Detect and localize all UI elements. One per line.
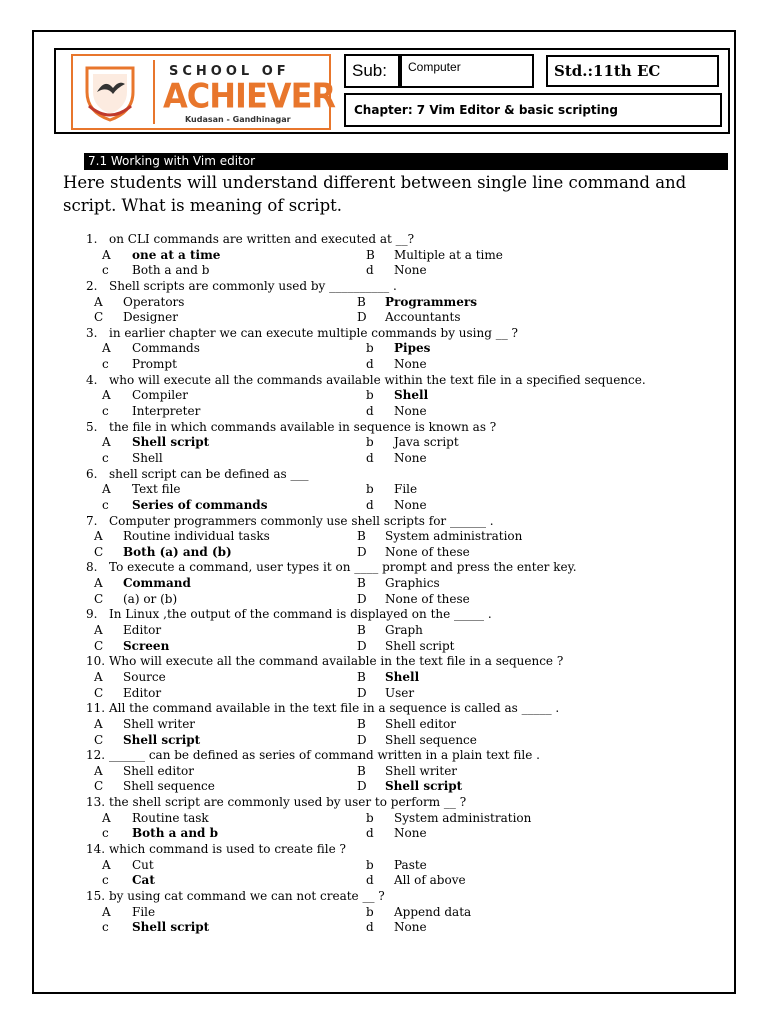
question-number: 5.	[86, 419, 98, 434]
option-text: Editor	[123, 685, 162, 700]
option-row	[0, 920, 768, 936]
option-text: None	[394, 826, 427, 841]
question-row	[0, 420, 768, 436]
option-letter: C	[94, 310, 104, 325]
correct-answer: Shell	[385, 669, 420, 684]
option-text: Editor	[123, 623, 162, 638]
option-letter: D	[357, 310, 367, 325]
question-list	[0, 232, 768, 936]
question-row	[0, 326, 768, 342]
question-row	[0, 889, 768, 905]
question-number: 2.	[86, 278, 98, 293]
option-row	[0, 451, 768, 467]
question-text: Who will execute all the command available in the text file in a sequence ?	[109, 654, 564, 669]
school-emblem-icon	[79, 62, 141, 122]
option-letter: d	[366, 450, 374, 465]
question-text: who will execute all the commands available within the text file in a specified sequence.	[109, 372, 646, 387]
option-text: Append data	[394, 904, 472, 919]
option-text: Multiple at a time	[394, 247, 503, 262]
option-text: System administration	[385, 529, 523, 544]
correct-answer: Programmers	[385, 294, 477, 309]
option-row	[0, 686, 768, 702]
option-text: Paste	[394, 857, 427, 872]
question-number: 11.	[86, 701, 106, 716]
standard-box: Std.:11th EC	[546, 55, 719, 87]
option-text: Shell script	[385, 638, 455, 653]
option-row	[0, 498, 768, 514]
option-letter: B	[357, 294, 366, 309]
option-letter: C	[94, 638, 104, 653]
option-letter: D	[357, 591, 367, 606]
option-letter: A	[102, 388, 111, 403]
question-text: the file in which commands available in sequence is known as ?	[109, 419, 497, 434]
option-text: Shell sequence	[385, 732, 477, 747]
question-text: in earlier chapter we can execute multiple commands by using __ ?	[109, 325, 518, 340]
option-letter: C	[94, 685, 104, 700]
logo-school-text: SCHOOL OF	[169, 64, 290, 79]
question-text: Computer programmers commonly use shell scripts for ______ .	[109, 513, 494, 528]
question-text: on CLI commands are written and executed at __?	[109, 232, 415, 246]
option-row	[0, 811, 768, 827]
option-text: Cut	[132, 857, 154, 872]
option-letter: B	[357, 669, 366, 684]
option-letter: A	[94, 576, 103, 591]
question-text: which command is used to create file ?	[109, 841, 346, 856]
correct-answer: Shell	[394, 388, 429, 403]
option-letter: A	[102, 247, 111, 262]
question-text: ______ can be defined as series of command written in a plain text file .	[109, 748, 540, 763]
question-row	[0, 701, 768, 717]
option-letter: A	[94, 669, 103, 684]
option-text: Interpreter	[132, 404, 201, 419]
option-text: None of these	[385, 544, 470, 559]
option-letter: b	[366, 341, 374, 356]
question-row	[0, 654, 768, 670]
school-logo	[71, 54, 336, 130]
question-row	[0, 560, 768, 576]
option-letter: d	[366, 357, 374, 372]
option-row	[0, 764, 768, 780]
option-letter: d	[366, 404, 374, 419]
option-text: Routine individual tasks	[123, 529, 270, 544]
option-letter: A	[102, 341, 111, 356]
option-row	[0, 248, 768, 264]
question-text: the shell script are commonly used by user to perform __ ?	[109, 795, 467, 810]
option-letter: A	[102, 857, 111, 872]
option-text: System administration	[394, 810, 532, 825]
question-row	[0, 279, 768, 295]
option-text: Shell editor	[385, 716, 456, 731]
option-letter: D	[357, 544, 367, 559]
correct-answer: Both (a) and (b)	[123, 544, 232, 559]
option-letter: A	[94, 529, 103, 544]
option-row	[0, 482, 768, 498]
option-letter: A	[102, 904, 111, 919]
question-number: 15.	[86, 888, 106, 903]
option-text: None	[394, 263, 427, 278]
question-number: 4.	[86, 372, 98, 387]
question-number: 13.	[86, 795, 106, 810]
option-text: Java script	[394, 435, 459, 450]
question-text: In Linux ,the output of the command is displayed on the _____ .	[109, 607, 492, 622]
option-row	[0, 623, 768, 639]
option-row	[0, 357, 768, 373]
option-text: File	[394, 482, 418, 497]
option-letter: b	[366, 388, 374, 403]
option-text: Shell writer	[123, 716, 196, 731]
option-letter: d	[366, 826, 374, 841]
option-text: None	[394, 920, 427, 935]
option-row	[0, 858, 768, 874]
option-letter: d	[366, 497, 374, 512]
logo-place-text: Kudasan - Gandhinagar	[185, 115, 291, 124]
option-text: Designer	[123, 310, 178, 325]
logo-achiever-text: ACHIEVER	[163, 76, 336, 116]
question-number: 14.	[86, 841, 106, 856]
option-letter: C	[94, 544, 104, 559]
option-letter: B	[357, 763, 366, 778]
option-letter: A	[94, 623, 103, 638]
option-letter: d	[366, 263, 374, 278]
option-letter: D	[357, 638, 367, 653]
correct-answer: Shell script	[132, 435, 210, 450]
option-text: All of above	[394, 873, 466, 888]
option-letter: A	[94, 763, 103, 778]
option-text: Shell writer	[385, 763, 458, 778]
option-letter: c	[102, 450, 109, 465]
question-text: by using cat command we can not create __ ?	[109, 888, 385, 903]
option-text: Shell	[132, 450, 163, 465]
option-letter: B	[357, 576, 366, 591]
option-row	[0, 310, 768, 326]
option-row	[0, 529, 768, 545]
option-row	[0, 905, 768, 921]
option-letter: A	[102, 810, 111, 825]
option-text: None	[394, 404, 427, 419]
question-number: 6.	[86, 466, 98, 481]
correct-answer: Shell script	[132, 920, 210, 935]
option-text: Graphics	[385, 576, 440, 591]
option-text: Text file	[132, 482, 181, 497]
option-letter: C	[94, 779, 104, 794]
option-text: Graph	[385, 623, 423, 638]
option-letter: B	[357, 623, 366, 638]
option-letter: D	[357, 685, 367, 700]
question-row	[0, 607, 768, 623]
question-row	[0, 467, 768, 483]
option-text: File	[132, 904, 156, 919]
chapter-box: Chapter: 7 Vim Editor & basic scripting	[344, 93, 722, 127]
question-number: 7.	[86, 513, 98, 528]
option-text: None of these	[385, 591, 470, 606]
option-letter: D	[357, 779, 367, 794]
correct-answer: Series of commands	[132, 497, 268, 512]
question-number: 9.	[86, 607, 98, 622]
question-row	[0, 373, 768, 389]
option-text: Shell sequence	[123, 779, 215, 794]
option-row	[0, 670, 768, 686]
subject-label: Sub:	[344, 54, 400, 88]
option-text: Shell editor	[123, 763, 194, 778]
question-text: To execute a command, user types it on ____ prompt and press the enter key.	[109, 560, 577, 575]
option-row	[0, 873, 768, 889]
option-letter: c	[102, 826, 109, 841]
option-row	[0, 341, 768, 357]
question-number: 12.	[86, 748, 106, 763]
option-text: Source	[123, 669, 166, 684]
question-row	[0, 795, 768, 811]
option-text: Commands	[132, 341, 200, 356]
option-letter: b	[366, 435, 374, 450]
intro-paragraph: Here students will understand different between single line command and script. What is meaning of script.	[63, 173, 687, 215]
option-letter: B	[357, 716, 366, 731]
option-text: Prompt	[132, 357, 177, 372]
option-letter: A	[94, 716, 103, 731]
question-row	[0, 748, 768, 764]
option-letter: b	[366, 904, 374, 919]
option-letter: A	[102, 435, 111, 450]
option-letter: c	[102, 497, 109, 512]
option-text: (a) or (b)	[123, 591, 178, 606]
correct-answer: one at a time	[132, 247, 221, 262]
option-letter: d	[366, 920, 374, 935]
option-text: Accountants	[385, 310, 461, 325]
option-letter: b	[366, 857, 374, 872]
option-letter: C	[94, 591, 104, 606]
question-row	[0, 514, 768, 530]
option-text: None	[394, 357, 427, 372]
subject-value: Computer	[400, 54, 534, 88]
question-row	[0, 842, 768, 858]
correct-answer: Command	[123, 576, 191, 591]
correct-answer: Shell script	[123, 732, 201, 747]
option-letter: d	[366, 873, 374, 888]
option-row	[0, 435, 768, 451]
correct-answer: Shell script	[385, 779, 463, 794]
option-text: Routine task	[132, 810, 209, 825]
logo-separator	[153, 60, 155, 124]
option-row	[0, 404, 768, 420]
option-letter: b	[366, 810, 374, 825]
option-letter: c	[102, 920, 109, 935]
correct-answer: Both a and b	[132, 826, 219, 841]
question-text: shell script can be defined as ___	[109, 466, 309, 481]
option-row	[0, 576, 768, 592]
question-number: 3.	[86, 325, 98, 340]
option-letter: B	[366, 247, 375, 262]
option-letter: A	[102, 482, 111, 497]
option-letter: A	[94, 294, 103, 309]
option-row	[0, 388, 768, 404]
correct-answer: Cat	[132, 873, 155, 888]
option-row	[0, 826, 768, 842]
option-letter: c	[102, 404, 109, 419]
option-row	[0, 733, 768, 749]
question-number: 10.	[86, 654, 106, 669]
question-number: 8.	[86, 560, 98, 575]
option-letter: c	[102, 357, 109, 372]
option-letter: c	[102, 873, 109, 888]
question-text: Shell scripts are commonly used by __________ .	[109, 278, 397, 293]
option-text: User	[385, 685, 415, 700]
option-row	[0, 545, 768, 561]
option-text: None	[394, 497, 427, 512]
option-row	[0, 295, 768, 311]
option-letter: b	[366, 482, 374, 497]
question-number: 1.	[86, 232, 98, 246]
section-title-bar: 7.1 Working with Vim editor	[84, 153, 728, 170]
option-text: Compiler	[132, 388, 188, 403]
option-row	[0, 779, 768, 795]
option-letter: D	[357, 732, 367, 747]
option-row	[0, 592, 768, 608]
option-letter: c	[102, 263, 109, 278]
option-text: Both a and b	[132, 263, 210, 278]
option-row	[0, 263, 768, 279]
question-row	[0, 232, 768, 248]
option-letter: C	[94, 732, 104, 747]
option-row	[0, 717, 768, 733]
option-text: Operators	[123, 294, 185, 309]
correct-answer: Screen	[123, 638, 170, 653]
correct-answer: Pipes	[394, 341, 431, 356]
option-row	[0, 639, 768, 655]
option-text: None	[394, 450, 427, 465]
question-text: All the command available in the text file in a sequence is called as _____ .	[109, 701, 560, 716]
option-letter: B	[357, 529, 366, 544]
